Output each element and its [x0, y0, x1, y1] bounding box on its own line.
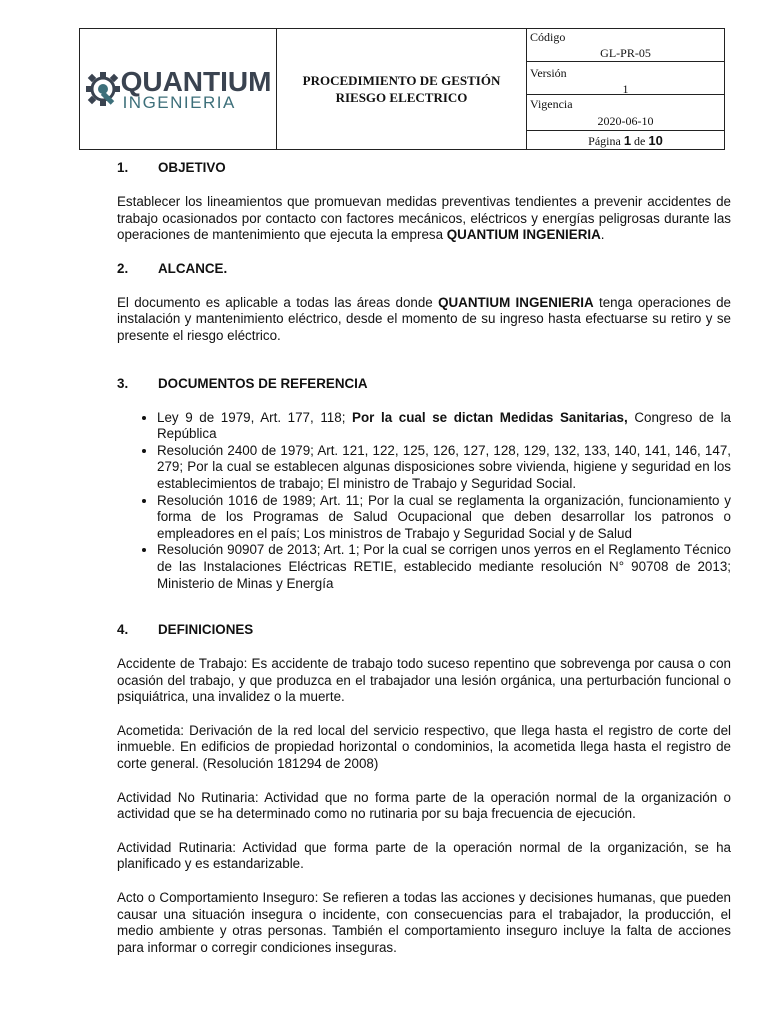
section-heading-documentos-referencia: 3. DOCUMENTOS DE REFERENCIA: [117, 375, 368, 391]
list-item: • Resolución 90907 de 2013; Art. 1; Por la cual se corrigen unos yerros en el Reglamento Técnico de las Instalaciones Eléctricas RETIE, establecido mediante resolución N° 90708 de 2013; Ministerio de Minas y Energía: [157, 542, 731, 592]
pagina-row: [527, 131, 724, 149]
codigo-row: [527, 29, 724, 62]
document-title-line1: PROCEDIMIENTO DE GESTIÓN: [302, 73, 501, 88]
paragraph-alcance: El documento es aplicable a todas las áreas donde QUANTIUM INGENIERIA tenga operaciones de instalación y mantenimiento eléctrico, desde el momento de su ingreso hasta efectuarse su retiro y se presente el riesgo eléctrico.: [117, 294, 731, 343]
list-item: • Resolución 2400 de 1979; Art. 121, 122, 125, 126, 127, 128, 129, 132, 133, 140, 141, 146, 147, 279; Por la cual se establecen algunas disposiciones sobre vivienda, higiene y seguridad en los establecimientos de trabajo; El ministro de Trabajo y Seguridad Social.: [157, 443, 731, 493]
logo-main-text: QUANTIUM: [120, 65, 272, 97]
list-item: • Ley 9 de 1979, Art. 177, 118; Por la cual se dictan Medidas Sanitarias, Congreso de la República: [157, 410, 731, 443]
paragraph-objetivo: Establecer los lineamientos que promuevan medidas preventivas tendientes a prevenir accidentes de trabajo ocasionados por contacto con factores mecánicos, eléctricos y energías peligrosas durante las operaciones de mantenimiento que ejecuta la empresa QUANTIUM INGENIERIA.: [117, 194, 731, 243]
page-number: Página 1 de 10: [588, 133, 663, 148]
section-heading-objetivo: 1. OBJETIVO: [117, 160, 226, 175]
gear-wrench-icon: [85, 71, 121, 107]
codigo-label: Código: [530, 30, 566, 44]
section-heading-definiciones: 4. DEFINICIONES: [117, 622, 254, 638]
document-title-cell: [277, 29, 527, 149]
document-body: [117, 160, 731, 956]
version-value: 1: [622, 82, 629, 96]
definition-paragraph: Actividad No Rutinaria: Actividad que no forma parte de la operación normal de la organización o actividad que se ha determinado como no rutinaria por su baja frecuencia de ejecución.: [117, 789, 731, 822]
definition-paragraph: Actividad Rutinaria: Actividad que forma parte de la operación normal de la organización, se ha planificado y es estandarizable.: [117, 839, 731, 872]
company-logo: [85, 65, 272, 112]
definition-paragraph: Accidente de Trabajo: Es accidente de trabajo todo suceso repentino que sobrevenga por causa o con ocasión del trabajo, y que produzca en el trabajador una lesión orgánica, una perturbación funcional o psiquiátrica, una invalidez o la muerte.: [117, 656, 731, 705]
version-row: [527, 62, 724, 95]
document-header-table: [79, 28, 725, 150]
logo-cell: [80, 29, 277, 149]
list-item: • Resolución 1016 de 1989; Art. 11; Por la cual se reglamenta la organización, funcionamiento y forma de los Programas de Salud Ocupacional que deben desarrollar los patronos o empleadores en el país; Los ministros de Trabajo y Seguridad Social y de Salud: [157, 493, 731, 543]
vigencia-label: Vigencia: [530, 97, 573, 111]
codigo-value: GL-PR-05: [600, 46, 651, 60]
reference-list: [117, 410, 731, 593]
section-heading-alcance: 2. ALCANCE.: [117, 260, 228, 276]
version-label: Versión: [530, 66, 567, 80]
logo-sub-text: INGENIERIA: [122, 92, 236, 112]
definition-paragraph: Acto o Comportamiento Inseguro: Se refieren a todas las acciones y decisiones humanas, que pueden causar una situación insegura o incidente, con consecuencias para el trabajador, la producción, el medio ambiente y otras personas. También el comportamiento inseguro incluye la falta de acciones para informar o corregir condiciones inseguras.: [117, 890, 731, 955]
document-meta-cell: [527, 29, 724, 149]
vigencia-value: 2020-06-10: [597, 114, 654, 128]
definition-paragraph: Acometida: Derivación de la red local del servicio respectivo, que llega hasta el registro de corte del inmueble. En edificios de propiedad horizontal o condominios, la acometida llega hasta el registro de corte general. (Resolución 181294 de 2008): [117, 722, 731, 772]
document-title-line2: RIESGO ELECTRICO: [335, 90, 468, 105]
vigencia-row: [527, 95, 724, 131]
